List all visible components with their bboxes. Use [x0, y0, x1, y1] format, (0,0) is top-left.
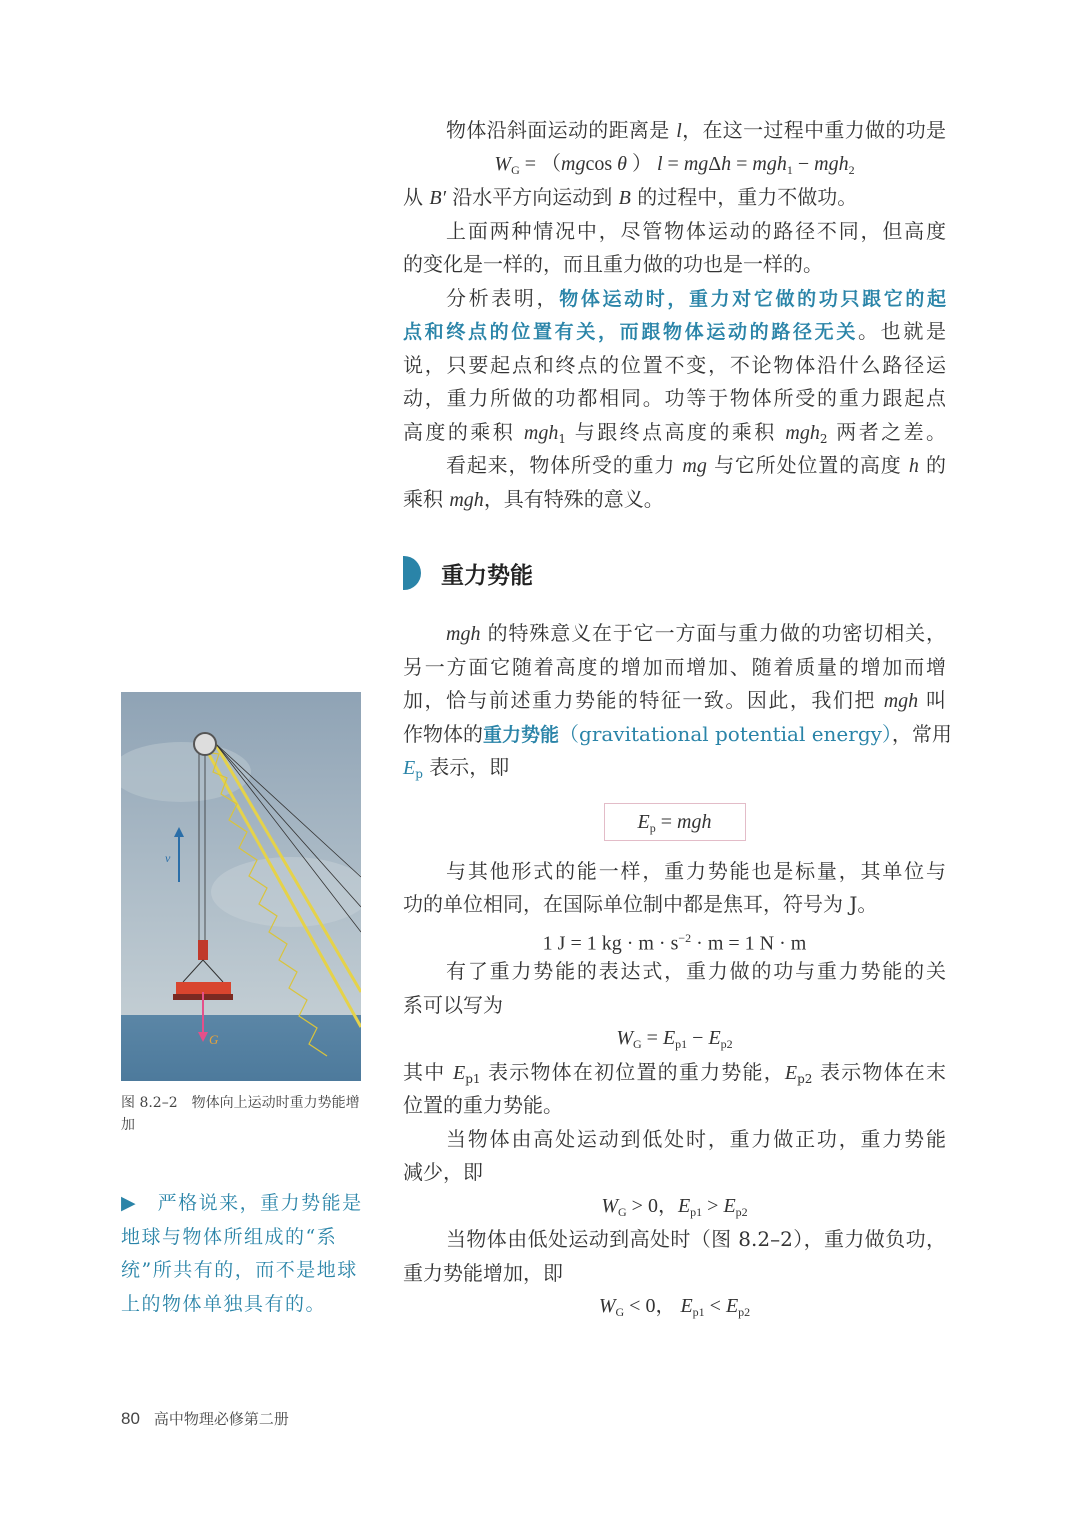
- math-variable: l: [656, 152, 663, 175]
- text-run: 与跟终点高度的乘积: [566, 419, 786, 444]
- text-run: Δ: [708, 152, 722, 175]
- text-run: 叫: [918, 688, 947, 712]
- text-line: [403, 855, 946, 889]
- formula-line: [403, 922, 946, 956]
- text-line: [403, 181, 946, 215]
- text-run: −2: [678, 930, 692, 945]
- math-variable: mg: [682, 455, 707, 477]
- text-run: 从: [403, 185, 430, 209]
- subscript: G: [633, 1037, 642, 1051]
- text-run: 沿水平方向运动到: [445, 185, 619, 209]
- subscript: p2: [738, 1305, 751, 1319]
- text-line: [403, 955, 946, 989]
- text-run: =: [655, 810, 678, 833]
- text-line: [403, 1156, 946, 1190]
- math-variable: h: [908, 455, 919, 477]
- key-statement: 物体运动时，重力对它做的功只跟它的起: [559, 287, 946, 310]
- text-line: [403, 483, 946, 517]
- body-text-section-1: [403, 114, 946, 516]
- text-run: ，具有特殊的意义。: [483, 486, 664, 511]
- math-variable: W: [598, 1295, 616, 1317]
- text-run: 有了重力势能的表达式，重力做的功与重力势能的关: [446, 959, 946, 983]
- math-variable: mgh: [883, 690, 919, 712]
- text-run: 加，恰与前述重力势能的特征一致。因此，我们把: [403, 688, 884, 712]
- text-line: [403, 651, 946, 685]
- text-run: 1 J = 1 kg · m · s: [542, 932, 679, 955]
- key-statement: 点和终点的位置有关，而跟物体运动的路径无关: [403, 321, 858, 343]
- text-run: · m = 1 N · m: [691, 932, 807, 955]
- text-run: 与其他形式的能一样，重力势能也是标量，其单位与: [446, 858, 946, 883]
- text-line: [403, 1056, 946, 1090]
- math-variable: E: [725, 1295, 739, 1317]
- text-run: 动，重力所做的功都相同。功等于物体所受的重力跟起点: [403, 386, 946, 410]
- math-variable: W: [616, 1027, 633, 1049]
- text-run: 的过程中，重力不做功。: [630, 185, 858, 209]
- subscript: p: [649, 820, 656, 835]
- text-run: 看起来，物体所受的重力: [446, 453, 683, 477]
- text-run: ，常用: [891, 721, 952, 746]
- math-variable: E: [452, 1061, 466, 1084]
- subscript: p1: [692, 1305, 705, 1319]
- text-run: 的: [918, 453, 947, 477]
- text-run: 上面两种情况中，尽管物体运动的路径不同，但高度: [446, 218, 946, 243]
- subscript: p: [415, 767, 423, 781]
- text-run: =: [641, 1027, 663, 1049]
- text-run: >: [702, 1194, 724, 1217]
- math-variable: mgh: [446, 623, 481, 645]
- text-run: > 0，: [626, 1194, 678, 1217]
- side-note: ▶ 严格说来，重力势能是地球与物体所组成的“系统”所共有的，而不是地球上的物体单独具有的。: [121, 1192, 363, 1315]
- heading-marker-icon: [403, 556, 421, 590]
- text-run: 当物体由高处运动到低处时，重力做正功，重力势能: [446, 1126, 946, 1151]
- text-line: [403, 1257, 946, 1291]
- text-run: 两者之差。: [827, 419, 947, 444]
- subscript: 1: [786, 162, 793, 177]
- subscript: 1: [558, 431, 567, 446]
- text-run: −: [792, 152, 815, 175]
- text-run: 系可以写为: [403, 992, 503, 1017]
- math-variable: h: [721, 152, 732, 175]
- text-line: [403, 248, 946, 282]
- text-run: 的变化是一样的，而且重力做的功也是一样的。: [403, 252, 823, 276]
- text-line: [403, 617, 946, 651]
- math-variable: mgh: [752, 152, 787, 175]
- text-run: 。也就是: [858, 319, 946, 343]
- text-run: 当物体由低处运动到高处时（图 8.2–2），重力做负功，: [446, 1227, 946, 1251]
- subscript: G: [615, 1305, 625, 1319]
- key-statement: 重力势能: [483, 723, 560, 746]
- subscript: p2: [797, 1071, 813, 1086]
- text-run: 高度的乘积: [403, 419, 524, 444]
- math-variable: W: [494, 152, 512, 175]
- subscript: p1: [675, 1037, 688, 1051]
- text-run: =: [731, 152, 753, 175]
- text-run: 与它所处位置的高度: [706, 453, 909, 477]
- subscript: 2: [848, 162, 855, 177]
- body-text-section-2: [403, 617, 952, 1324]
- subscript: p2: [735, 1204, 748, 1219]
- text-run: = （: [519, 152, 562, 175]
- text-line: [403, 114, 946, 148]
- figure-caption: 图 8.2–2 物体向上运动时重力势能增加: [121, 1095, 360, 1133]
- text-run: 物体沿斜面运动的距离是: [446, 118, 677, 142]
- subscript: G: [618, 1204, 627, 1219]
- text-run: 乘积: [403, 486, 450, 511]
- subscript: 2: [819, 431, 828, 446]
- text-run: 其中: [403, 1059, 453, 1084]
- formula-line: [403, 1022, 946, 1056]
- text-run: 表示物体在初位置的重力势能，: [480, 1059, 785, 1084]
- text-line: [403, 888, 946, 922]
- text-run: < 0，: [624, 1295, 681, 1317]
- math-variable: W: [601, 1194, 618, 1217]
- math-variable: E: [403, 757, 416, 779]
- text-line: [403, 416, 946, 450]
- formula-box: [604, 803, 746, 841]
- gravity-label: G: [209, 1032, 219, 1047]
- math-variable: E: [662, 1027, 676, 1049]
- math-variable: E: [784, 1061, 798, 1084]
- math-variable: mgh: [449, 488, 484, 511]
- text-line: [403, 1123, 946, 1157]
- text-line: [403, 989, 946, 1023]
- formula-line: [403, 1290, 946, 1324]
- math-variable: mgh: [677, 810, 712, 833]
- page-footer: [121, 1408, 289, 1429]
- text-run: 功的单位相同，在国际单位制中都是焦耳，符号为 J。: [403, 892, 878, 916]
- math-variable: E: [677, 1194, 691, 1217]
- subscript: p1: [690, 1204, 703, 1219]
- section-heading: [403, 555, 533, 591]
- text-run: 说，只要起点和终点的位置不变，不论物体沿什么路径运: [403, 352, 946, 377]
- text-run: 表示物体在末: [812, 1059, 947, 1084]
- text-run: cos: [585, 152, 618, 175]
- text-line: [403, 282, 946, 316]
- math-variable: θ: [617, 152, 627, 175]
- text-run: =: [662, 152, 684, 175]
- text-line: [403, 382, 946, 416]
- text-line: [403, 718, 952, 752]
- math-variable: mgh: [523, 421, 559, 444]
- text-run: <: [704, 1295, 726, 1317]
- text-run: 的特殊意义在于它一方面与重力做的功密切相关，: [480, 621, 946, 645]
- text-run: 作物体的: [403, 721, 483, 746]
- subscript: p1: [465, 1071, 481, 1086]
- math-variable: l: [676, 120, 682, 142]
- subscript: G: [511, 162, 520, 177]
- text-line: [403, 215, 946, 249]
- text-run: 表示，即: [422, 755, 510, 779]
- section-title: 重力势能: [441, 562, 533, 589]
- text-line: [403, 349, 946, 383]
- text-run: 重力势能增加，即: [403, 1260, 563, 1285]
- definition-paragraph: [403, 617, 952, 785]
- text-line: [403, 684, 946, 718]
- subscript: p2: [720, 1037, 733, 1051]
- text-run: −: [687, 1027, 709, 1049]
- formula-line: [403, 1190, 946, 1224]
- math-variable: E: [637, 810, 650, 833]
- text-run: 位置的重力势能。: [403, 1093, 563, 1117]
- units-and-relations: [403, 855, 946, 1324]
- text-line: [403, 1089, 946, 1123]
- text-run: 分析表明，: [446, 285, 560, 310]
- book-title: 高中物理必修第二册: [153, 1410, 289, 1428]
- math-variable: mg: [561, 152, 586, 175]
- text-run: 另一方面它随着高度的增加而增加、随着质量的增加而增: [403, 654, 946, 679]
- text-line: [403, 1223, 946, 1257]
- formula-line: [403, 148, 946, 182]
- math-variable: mgh: [814, 152, 849, 175]
- velocity-label: v: [165, 851, 171, 865]
- text-run: 减少，即: [403, 1160, 483, 1184]
- text-run: ）: [626, 152, 657, 175]
- math-variable: E: [708, 1027, 721, 1049]
- math-variable: mg: [683, 152, 709, 175]
- math-variable: B′: [429, 187, 446, 209]
- math-variable: B: [618, 187, 631, 209]
- page-number: 80: [121, 1409, 140, 1428]
- math-variable: mgh: [785, 421, 820, 444]
- text-line: [403, 449, 946, 483]
- crane-photo: [121, 692, 361, 1081]
- math-variable: E: [723, 1194, 736, 1217]
- text-line: [403, 751, 946, 785]
- math-variable: E: [680, 1295, 693, 1317]
- text-line: [403, 315, 946, 349]
- text-run: （gravitational potential energy）: [559, 721, 892, 746]
- text-run: ，在这一过程中重力做的功是: [681, 118, 947, 142]
